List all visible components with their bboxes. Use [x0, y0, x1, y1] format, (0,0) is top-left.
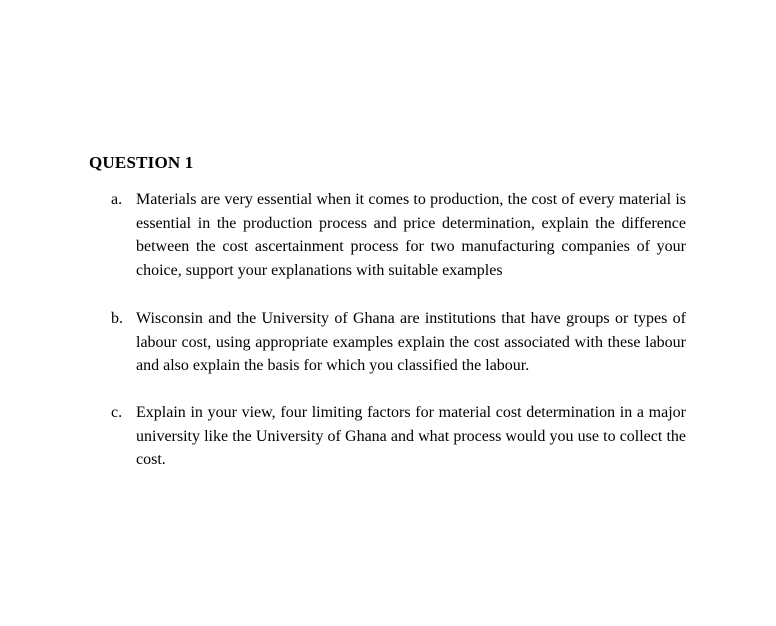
question-text: Explain in your view, four limiting factors for material cost determination in a major university like the University of Ghana and what process would you use to collect the cost.	[136, 404, 686, 469]
question-item-a	[111, 188, 686, 282]
question-marker: c.	[111, 404, 123, 421]
question-item-c	[111, 401, 686, 472]
question-item-b	[111, 307, 686, 378]
question-marker: b.	[111, 310, 123, 327]
question-text: Wisconsin and the University of Ghana are institutions that have groups or types of labour cost, using appropriate examples explain the cost associated with these labour and also explain the basis for which you classified the labour.	[136, 310, 686, 375]
question-marker: a.	[111, 191, 123, 208]
question-heading: QUESTION 1	[89, 153, 194, 172]
question-text: Materials are very essential when it comes to production, the cost of every material is essential in the production process and price determination, explain the difference between the cost ascertainment process for two manufacturing companies of your choice, support your explanations with suitable examples	[136, 191, 686, 279]
